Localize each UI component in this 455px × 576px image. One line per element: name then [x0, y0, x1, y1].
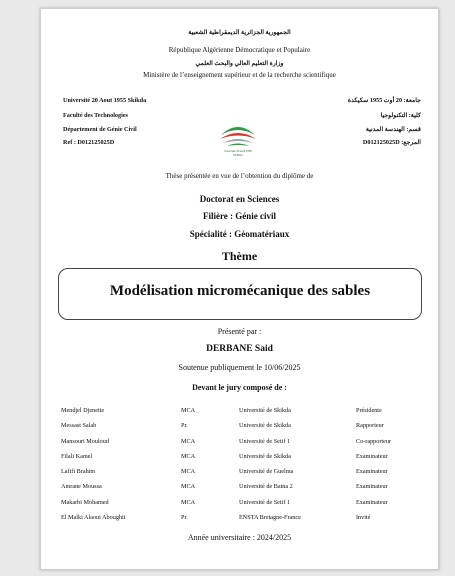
jury-name: Filali Kamel [61, 452, 93, 460]
jury-name: El Malki Alaoui Aboughit [61, 514, 126, 522]
jury-row [61, 499, 421, 514]
jury-institution: Université de Setif 1 [239, 498, 291, 506]
left-department: Département de Génie Civil [63, 126, 137, 133]
diploma: Doctorat en Sciences [199, 194, 280, 204]
academic-year: Année universitaire : 2024/2025 [187, 533, 292, 542]
jury-role: Présidente [356, 407, 382, 414]
jury-institution: Université de Setif 1 [239, 437, 291, 445]
left-university: Université 20 Aout 1955 Skikda [63, 97, 147, 104]
jury-row [61, 468, 421, 483]
right-faculty: كلية: التكنولوجيا [380, 112, 421, 119]
left-faculty: Faculté des Technologies [63, 112, 128, 119]
jury-institution: ENSTA Bretagne-France [239, 514, 301, 522]
presented-by: Présenté par : [217, 327, 262, 336]
jury-institution: Université de Skikda [239, 407, 291, 414]
jury-name: Messast Salah [61, 422, 97, 430]
jury-grade: MCA [181, 437, 196, 445]
jury-name: Amrane Moussa [61, 483, 102, 491]
jury-row [61, 514, 421, 529]
thesis-cover-page [40, 8, 439, 570]
jury-row [61, 453, 421, 468]
jury-grade: MCA [181, 468, 196, 476]
left-reference: Ref : D012125025D [63, 139, 115, 146]
jury-heading: Devant le jury composé de : [192, 383, 287, 392]
jury-role: Invité [356, 514, 371, 522]
jury-institution: Université de Guelma [239, 468, 294, 476]
logo-text-line2: SKIKDA [233, 154, 243, 157]
jury-institution: Université de Batna 2 [239, 483, 293, 491]
jury-grade: MCA [181, 498, 196, 506]
right-university: جامعة: 20 أوت 1955 سكيكدة [347, 97, 421, 104]
ministry-french: Ministère de l’enseignement supérieur et de la recherche scientifique [143, 71, 336, 79]
author-name: DERBANE Said [206, 344, 273, 354]
theme-label: Thème [221, 249, 258, 263]
intro-text: Thèse présentée en vue de l’obtention du diplôme de [165, 172, 314, 180]
jury-grade: Pr. [181, 514, 188, 522]
jury-grade: MCA [181, 452, 196, 460]
jury-grade: MCA [181, 407, 196, 414]
jury-institution: Université de Skikda [239, 422, 291, 430]
jury-table [61, 407, 421, 529]
jury-name: Makarbi Mohamed [61, 498, 109, 506]
jury-grade: MCA [181, 483, 196, 491]
jury-role: Examinateur [356, 498, 388, 506]
right-reference: D012125025D :المرجع [362, 139, 421, 146]
jury-role: Rapporteur [356, 422, 384, 430]
jury-role: Examinateur [356, 468, 388, 476]
specialty: Spécialité : Géomatériaux [189, 229, 290, 239]
ministry-arabic: وزارة التعليم العالي والبحث العلمي [195, 60, 284, 67]
jury-row [61, 422, 421, 437]
defense-date: Soutenue publiquement le 10/06/2025 [178, 363, 301, 372]
jury-row [61, 407, 421, 422]
jury-name: Lafifi Brahim [61, 468, 96, 476]
jury-role: Examinateur [356, 483, 388, 491]
jury-grade: Pr. [181, 422, 188, 430]
jury-role: Examinateur [356, 452, 388, 460]
logo-text-line1: Université 20 Août 1955 [224, 150, 252, 153]
jury-name: Mendjel Djenette [61, 407, 105, 414]
right-department: قسم: الهندسة المدنية [365, 126, 421, 133]
jury-row [61, 483, 421, 498]
republic-french: République Algérienne Démocratique et Populaire [168, 46, 311, 54]
thesis-title: Modélisation micromécanique des sables [109, 283, 371, 299]
thesis-title-box [58, 268, 422, 320]
university-logo-icon [215, 117, 261, 163]
jury-role: Co-rapporteur [356, 437, 392, 445]
jury-name: Mansouri Mouloud [61, 437, 109, 445]
jury-row [61, 438, 421, 453]
republic-arabic: الجمهورية الجزائرية الديمقراطية الشعبية [188, 29, 291, 36]
field: Filière : Génie civil [202, 211, 277, 221]
jury-institution: Université de Skikda [239, 452, 291, 460]
